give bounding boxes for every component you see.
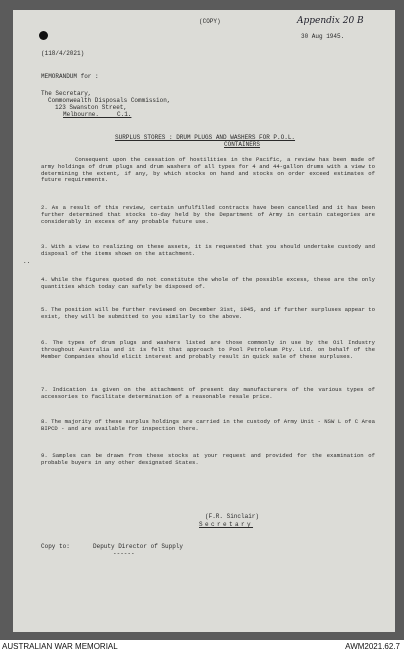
memorandum-heading: MEMORANDUM for : xyxy=(41,73,99,80)
paragraph-6: 6. The types of drum plugs and washers listed are those commonly in use by the Oil Industry throughout Australia and it is felt that approach to Pool Petroleum Pty. Ltd. on behalf of the Member Companies should elicit interest and probably result in quick sale of these surpluses. xyxy=(41,339,375,360)
copy-mark: (COPY) xyxy=(199,18,221,25)
subject-line: CONTAINERS xyxy=(224,141,261,148)
paragraph-3: 3. With a view to realizing on these assets, it is requested that you should undertake custody and disposal of the items shown on the attachment. xyxy=(41,243,375,257)
appendix-note: Appendix 20 B xyxy=(297,16,364,26)
signatory-title: Secretary xyxy=(199,521,254,528)
paragraph-1: Consequent upon the cessation of hostilities in the Pacific, a review has been made of army holdings of drum plugs and drum washers of all types for 4 and 44-gallon drums with a view to determining the extent, if any, by which stocks on hand and stocks on order exceed estimates of future requirements. xyxy=(41,156,375,184)
address-line: The Secretary, xyxy=(41,90,92,97)
copy-to-rule: ------ xyxy=(113,550,135,557)
address-line: Melbourne. C.1. xyxy=(63,111,132,118)
document-date: 30 Aug 1945. xyxy=(301,33,345,40)
paragraph-2: 2. As a result of this review, certain unfulfilled contracts have been cancelled and it has been further determined that stocks to-day held by the Department of Army in certain categories are considerably in excess of any probable future use. xyxy=(41,204,375,225)
archive-reference: AWM2021.62.7 xyxy=(345,642,400,651)
document-page xyxy=(13,10,395,632)
paragraph-7: 7. Indication is given on the attachment of present day manufacturers of the various types of accessories to facilitate determination of a reasonable resale price. xyxy=(41,386,375,400)
address-line: 123 Swanston Street, xyxy=(55,104,128,111)
paragraph-4: 4. While the figures quoted do not constitute the whole of the possible excess, these are the only quantities which today can safely be disposed of. xyxy=(41,276,375,290)
archive-footer xyxy=(0,640,404,653)
paragraph-9: 9. Samples can be drawn from these stocks at your request and provided for the examination of probable buyers in any other designated States. xyxy=(41,452,375,466)
copy-to-recipient: Deputy Director of Supply xyxy=(93,543,184,550)
address-line: Commonwealth Disposals Commission, xyxy=(48,97,171,104)
punch-hole xyxy=(39,31,48,40)
archive-name: AUSTRALIAN WAR MEMORIAL xyxy=(2,642,118,651)
paragraph-8: 8. The majority of these surplus holdings are carried in the custody of Army Unit - NSW L of C Area BIPCD - and are available for inspection there. xyxy=(41,418,375,432)
margin-mark: .. xyxy=(23,258,31,265)
file-reference: (118/4/2021) xyxy=(41,50,85,57)
paragraph-5: 5. The position will be further reviewed on December 31st, 1945, and if further surpluses appear to exist, they will be submitted to you similarly to the above. xyxy=(41,306,375,320)
copy-to-label: Copy to: xyxy=(41,543,70,550)
subject-line: SURPLUS STORES : DRUM PLUGS AND WASHERS FOR P.O.L. xyxy=(115,134,296,141)
signatory-name: (F.R. Sinclair) xyxy=(205,513,260,520)
